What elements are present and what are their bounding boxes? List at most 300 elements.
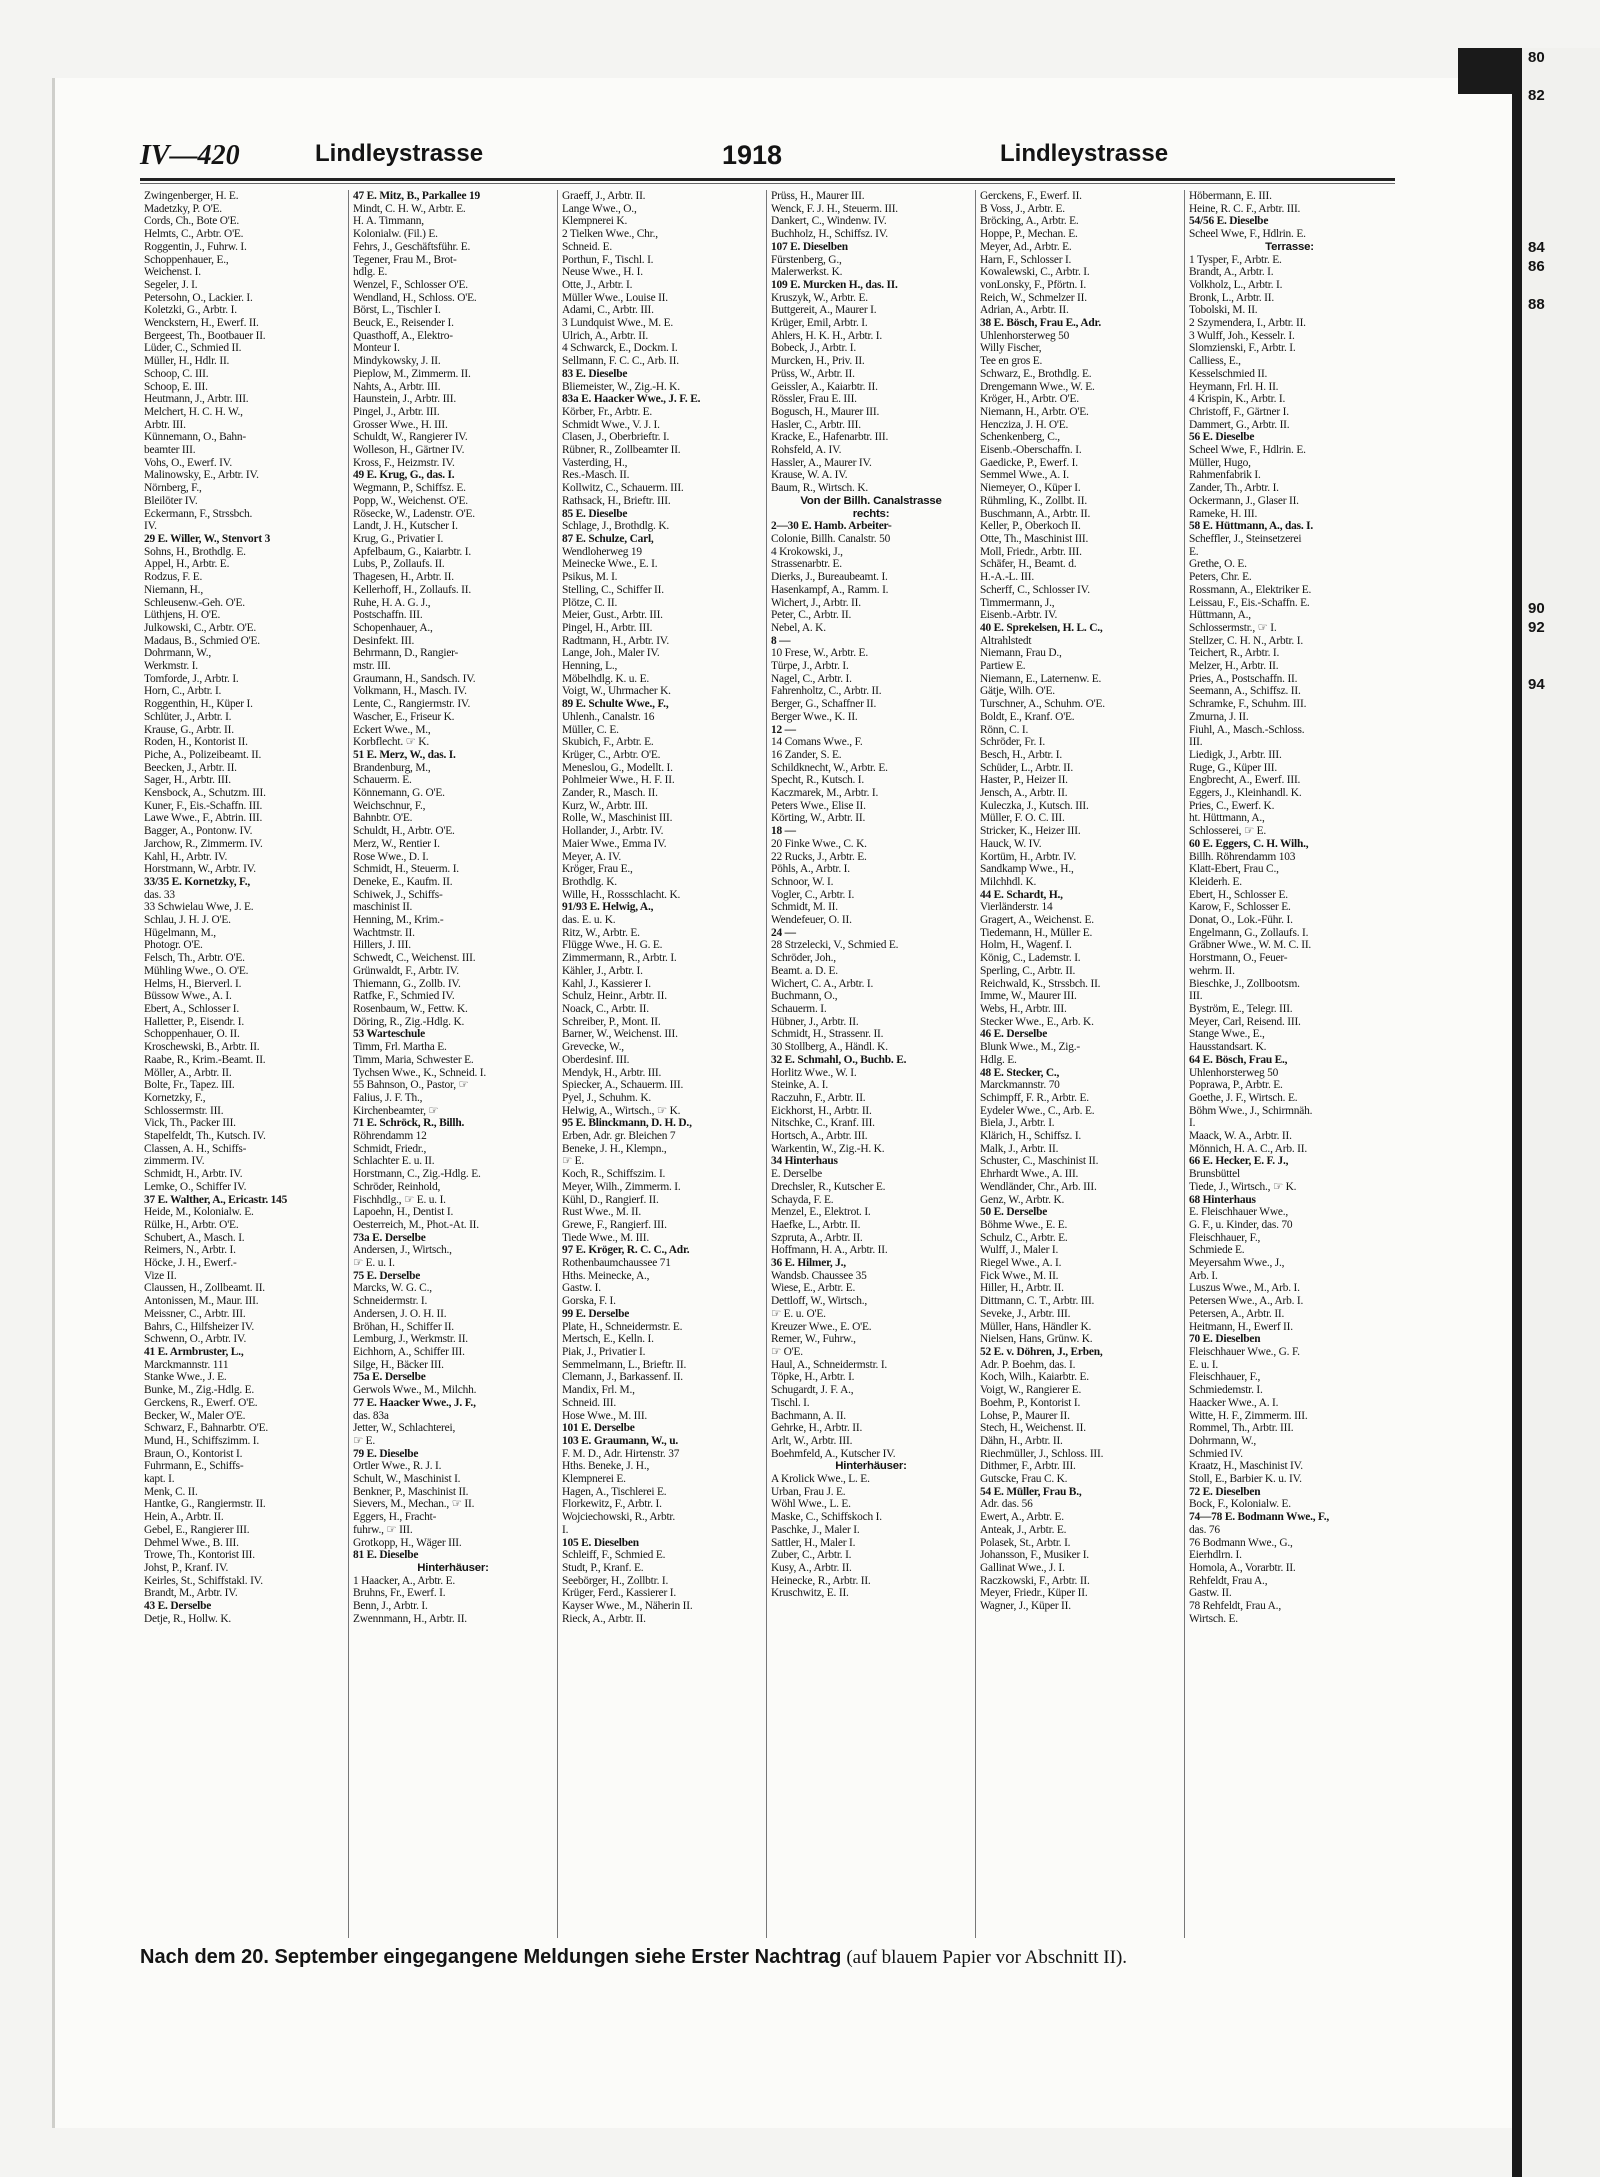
directory-entry: Höbermann, E. III. xyxy=(1189,190,1272,202)
directory-entry: Tegener, Frau M., Brot- xyxy=(353,253,457,266)
directory-entry: 50 E. Derselbe xyxy=(980,1206,1048,1219)
directory-entry: Prüss, W., Arbtr. II. xyxy=(771,367,855,380)
directory-entry: Ortler Wwe., R. J. I. xyxy=(353,1460,442,1473)
directory-entry: Krüger, Emil, Arbtr. I. xyxy=(771,317,868,330)
directory-entry: Fürstenberg, G., xyxy=(771,253,842,266)
directory-entry: Riegel Wwe., A. I. xyxy=(980,1257,1062,1270)
directory-entry: Rühmling, K., Zollbt. II. xyxy=(980,494,1088,507)
directory-entry: Berger, G., Schaffner II. xyxy=(771,698,877,711)
directory-entry: 99 E. Derselbe xyxy=(562,1307,630,1320)
directory-entry: Kröger, Frau E., xyxy=(562,863,633,876)
adjacent-page-house-number xyxy=(1522,181,1600,200)
directory-entry: I. xyxy=(562,1523,569,1536)
column-4 xyxy=(767,190,976,1938)
directory-entry: Brandenburg, M., xyxy=(353,761,431,774)
directory-entry: Horn, C., Arbtr. I. xyxy=(144,685,222,698)
directory-entry: Röhrendamm 12 xyxy=(353,1130,427,1143)
directory-entry: Schopenhauer, A., xyxy=(353,621,433,634)
directory-entry: 30 Stollberg, A., Händl. K. xyxy=(771,1041,888,1054)
directory-entry: Warkentin, W., Zig.-H. K. xyxy=(771,1142,885,1155)
directory-entry: Börst, L., Tischler I. xyxy=(353,304,441,317)
directory-entry: Petersen, A., Arbtr. II. xyxy=(1189,1307,1285,1320)
directory-entry: Eggers, J., Kleinhandl. K. xyxy=(1189,787,1302,800)
directory-entry: Meier, Gust., Arbtr. III. xyxy=(562,609,663,622)
directory-entry: Apfelbaum, G., Kaiarbtr. I. xyxy=(353,545,471,558)
adjacent-page-house-number xyxy=(1522,314,1600,333)
directory-entry: Oberdesinf. III. xyxy=(562,1053,630,1066)
directory-entry: Meyer, Wilh., Zimmerm. I. xyxy=(562,1180,681,1193)
adjacent-page-house-number xyxy=(1522,504,1600,523)
directory-entry: Plötze, C. II. xyxy=(562,596,618,609)
directory-entry: Kensbock, A., Schutzm. III. xyxy=(144,787,266,800)
directory-entry: Hassler, A., Maurer IV. xyxy=(771,456,872,469)
directory-entry: Res.-Masch. II. xyxy=(562,469,630,482)
directory-entry: 36 E. Hilmer, J., xyxy=(771,1257,846,1270)
directory-entry: Tiede, J., Wirtsch., ☞ K. xyxy=(1189,1180,1297,1193)
directory-entry: Schmidt, H., Arbtr. IV. xyxy=(144,1168,243,1181)
directory-entry: Riechmüller, J., Schloss. III. xyxy=(980,1447,1104,1460)
directory-entry: Paschke, J., Maler I. xyxy=(771,1523,860,1536)
directory-entry: Nielsen, Hans, Grünw. K. xyxy=(980,1333,1093,1346)
directory-entry: Wendländer, Chr., Arb. III. xyxy=(980,1180,1097,1193)
directory-entry: Volkmann, H., Masch. IV. xyxy=(353,685,467,698)
directory-entry: Schuster, C., Maschinist II. xyxy=(980,1155,1099,1168)
directory-entry: Horlitz Wwe., W. I. xyxy=(771,1066,857,1079)
directory-entry: Madaus, B., Schmied O'E. xyxy=(144,634,260,647)
directory-entry: Gebel, E., Rangierer III. xyxy=(144,1523,250,1536)
directory-entry: Roggenthin, H., Küper I. xyxy=(144,698,253,711)
directory-entry: 4 Schwarck, E., Dockm. I. xyxy=(562,342,678,355)
directory-entry: 70 E. Dieselben xyxy=(1189,1333,1261,1346)
directory-entry: Haefke, L., Arbtr. II. xyxy=(771,1218,861,1231)
directory-entry: Raabe, R., Krim.-Beamt. II. xyxy=(144,1053,266,1066)
directory-entry: Strassenarbtr. E. xyxy=(771,558,842,571)
directory-entry: Meyer, Carl, Reisend. III. xyxy=(1189,1015,1301,1028)
directory-entry: Dankert, C., Windenw. IV. xyxy=(771,215,887,228)
directory-entry: Genz, W., Arbtr. K. xyxy=(980,1193,1065,1206)
directory-entry: Krüger, C., Arbtr. O'E. xyxy=(562,748,661,761)
directory-entry: Hoffmann, H. A., Arbtr. II. xyxy=(771,1244,888,1257)
directory-entry: Prüss, H., Maurer III. xyxy=(771,190,865,202)
directory-entry: Schoop, C. III. xyxy=(144,367,209,380)
directory-entry: Meyer, Friedr., Küper II. xyxy=(980,1587,1088,1600)
directory-entry: Eggers, H., Fracht- xyxy=(353,1511,437,1524)
directory-entry: Meyer, A. IV. xyxy=(562,850,622,863)
directory-entry: Ritz, W., Arbtr. E. xyxy=(562,926,640,939)
directory-entry: Helwig, A., Wirtsch., ☞ K. xyxy=(562,1104,681,1117)
directory-entry: Hillers, J. III. xyxy=(353,939,411,952)
directory-entry: Blunk Wwe., M., Zig.- xyxy=(980,1041,1080,1054)
directory-entry: Schubert, A., Masch. I. xyxy=(144,1231,245,1244)
directory-entry: Meneslou, G., Modellt. I. xyxy=(562,761,673,774)
directory-entry: Sattler, H., Maler I. xyxy=(771,1536,856,1549)
directory-entry: Wenzel, F., Schlosser O'E. xyxy=(353,278,468,291)
directory-entry: Gastw. II. xyxy=(1189,1587,1232,1600)
directory-entry: 71 E. Schröck, R., Billh. xyxy=(353,1117,465,1130)
adjacent-page-house-number: 94 xyxy=(1528,676,1545,693)
directory-entry: 8 — xyxy=(771,634,791,647)
directory-entry: Zmurna, J. II. xyxy=(1189,710,1249,723)
directory-entry: Sohns, H., Brothdlg. E. xyxy=(144,545,246,558)
directory-entry: ☞ E. xyxy=(353,1434,376,1447)
adjacent-page-house-number xyxy=(1522,105,1600,124)
directory-entry: Oesterreich, M., Phot.-At. II. xyxy=(353,1218,479,1231)
directory-entry: 73a E. Derselbe xyxy=(353,1231,426,1244)
directory-entry: Klempnerei E. xyxy=(562,1473,626,1486)
directory-entry: Scherff, C., Schlosser IV. xyxy=(980,583,1090,596)
directory-entry: 43 E. Derselbe xyxy=(144,1600,212,1613)
directory-entry: Stanke Wwe., J. E. xyxy=(144,1371,227,1384)
directory-entry: Meyersahm Wwe., J., xyxy=(1189,1257,1285,1270)
directory-entry: 76 Bodmann Wwe., G., xyxy=(1189,1536,1293,1549)
adjacent-page-house-number: 88 xyxy=(1528,296,1545,313)
directory-entry: Uhlenhorsterweg 50 xyxy=(980,329,1070,342)
directory-entry: Haacker Wwe., A. I. xyxy=(1189,1396,1279,1409)
directory-entry: Heitmann, H., Ewerf II. xyxy=(1189,1320,1293,1333)
directory-entry: Bröcking, A., Arbtr. E. xyxy=(980,215,1079,228)
directory-entry: 14 Comans Wwe., F. xyxy=(771,736,863,749)
directory-entry: Bleilöter IV. xyxy=(144,494,198,507)
directory-entry: Krug, G., Privatier I. xyxy=(353,532,444,545)
directory-entry: Kruszyk, W., Arbtr. E. xyxy=(771,291,868,304)
directory-entry: Voigt, W., Uhrmacher K. xyxy=(562,685,671,698)
directory-entry: Kracke, E., Hafenarbtr. III. xyxy=(771,431,889,444)
directory-entry: Bahnbtr. O'E. xyxy=(353,812,413,825)
directory-entry: Peter, C., Arbtr. II. xyxy=(771,609,852,622)
adjacent-page-stub xyxy=(1512,48,1600,2177)
directory-entry: Lange Wwe., O., xyxy=(562,202,637,215)
directory-entry: Schlüter, J., Arbtr. I. xyxy=(144,710,232,723)
directory-entry: Gorska, F. I. xyxy=(562,1295,616,1308)
directory-entry: ☞ E. xyxy=(562,1155,585,1168)
directory-entry: Mendyk, H., Arbtr. III. xyxy=(562,1066,662,1079)
page-number: IV—420 xyxy=(140,140,240,171)
adjacent-page-house-number xyxy=(1522,637,1600,656)
directory-entry: 16 Zander, S. E. xyxy=(771,748,842,761)
directory-entry: Brandt, M., Arbtr. IV. xyxy=(144,1587,238,1600)
directory-entry: III. xyxy=(1189,990,1203,1003)
directory-entry: Bachmann, A. II. xyxy=(771,1409,846,1422)
directory-entry: Turschner, A., Schuhm. O'E. xyxy=(980,698,1105,711)
directory-entry: Brothdlg. K. xyxy=(562,875,617,888)
directory-entry: Clemann, J., Barkassenf. II. xyxy=(562,1371,683,1384)
directory-entry: Schmiede E. xyxy=(1189,1244,1245,1257)
directory-entry: 83a E. Haacker Wwe., J. F. E. xyxy=(562,393,701,406)
directory-entry: I. xyxy=(1189,1117,1196,1130)
directory-entry: Marcks, W. G. C., xyxy=(353,1282,432,1295)
directory-entry: Schoppenhauer, E., xyxy=(144,253,229,266)
directory-entry: Jetter, W., Schlachterei, xyxy=(353,1422,456,1435)
directory-entry: Mandix, Frl. M., xyxy=(562,1384,635,1397)
directory-entry: Ewert, A., Arbtr. E. xyxy=(980,1511,1064,1524)
directory-entry: Moll, Friedr., Arbtr. III. xyxy=(980,545,1082,558)
directory-entry: 38 E. Bösch, Frau E., Adr. xyxy=(980,317,1101,330)
directory-entry: Eydeler Wwe., C., Arb. E. xyxy=(980,1104,1095,1117)
directory-entry: Desinfekt. III. xyxy=(353,634,415,647)
directory-entry: Wolleson, H., Gärtner IV. xyxy=(353,444,465,457)
directory-entry: Wendland, H., Schloss. O'E. xyxy=(353,291,477,304)
directory-entry: zimmerm. IV. xyxy=(144,1155,205,1168)
directory-entry: Dammert, G., Arbtr. II. xyxy=(1189,418,1290,431)
directory-entry: 41 E. Armbruster, L., xyxy=(144,1345,244,1358)
adjacent-page-house-number: 86 xyxy=(1528,258,1545,275)
directory-entry: maschinist II. xyxy=(353,901,413,914)
directory-entry: Boehm, P., Kontorist I. xyxy=(980,1396,1081,1409)
directory-entry: 37 E. Walther, A., Ericastr. 145 xyxy=(144,1193,288,1206)
directory-entry: Pöhls, A., Arbtr. I. xyxy=(771,863,850,876)
directory-entry: Nagel, C., Arbtr. I. xyxy=(771,672,852,685)
adjacent-page-house-number xyxy=(1522,485,1600,504)
directory-entry: Postschaffn. III. xyxy=(353,609,423,622)
directory-entry: Julkowski, C., Arbtr. O'E. xyxy=(144,621,257,634)
directory-entry: Rahmenfabrik I. xyxy=(1189,469,1261,482)
directory-entry: Szpruta, A., Arbtr. II. xyxy=(771,1231,863,1244)
directory-entry: Müller, C. E. xyxy=(562,723,619,736)
directory-entry: Klärich, H., Schiffsz. I. xyxy=(980,1130,1082,1143)
directory-entry: Stange Wwe., E., xyxy=(1189,1028,1265,1041)
directory-entry: Möbelhdlg. K. u. E. xyxy=(562,672,650,685)
street-title-right: Lindleystrasse xyxy=(1000,140,1169,167)
directory-entry: Buchholz, H., Schiffsz. IV. xyxy=(771,228,888,241)
directory-entry: Leissau, F., Eis.-Schaffn. E. xyxy=(1189,596,1310,609)
directory-entry: Teichert, R., Arbtr. I. xyxy=(1189,647,1280,660)
directory-entry: Schuldt, H., Arbtr. O'E. xyxy=(353,825,455,838)
directory-entry: Christoff, F., Gärtner I. xyxy=(1189,405,1289,418)
directory-entry: Mund, H., Schiffszimm. I. xyxy=(144,1434,260,1447)
directory-entry: Horstmann, C., Zig.-Hdlg. E. xyxy=(353,1168,481,1181)
directory-entry: E. Fleischhauer Wwe., xyxy=(1189,1206,1289,1219)
directory-entry: E. u. I. xyxy=(1189,1358,1219,1371)
directory-entry: 51 E. Merz, W., das. I. xyxy=(353,748,456,761)
directory-entry: Weichschnur, F., xyxy=(353,799,426,812)
directory-entry: 74—78 E. Bodmann Wwe., F., xyxy=(1189,1511,1330,1524)
directory-entry: Beneke, J. H., Klempn., xyxy=(562,1142,667,1155)
directory-entry: Billh. Röhrendamm 103 xyxy=(1189,850,1296,863)
directory-entry: Vierländerstr. 14 xyxy=(980,901,1053,914)
directory-entry: Fuhrmann, E., Schiffs- xyxy=(144,1460,244,1473)
directory-entry: 3 Wulff, Joh., Kesselr. I. xyxy=(1189,329,1295,342)
directory-entry: 68 Hinterhaus xyxy=(1189,1193,1256,1206)
directory-entry: Von der Billh. Canalstrasse xyxy=(800,494,942,507)
directory-entry: Wöhl Wwe., L. E. xyxy=(771,1498,851,1511)
directory-entry: Graumann, H., Sandsch. IV. xyxy=(353,672,476,685)
directory-entry: Kuner, F., Eis.-Schaffn. III. xyxy=(144,799,263,812)
directory-entry: Rieck, A., Arbtr. II. xyxy=(562,1612,646,1625)
directory-entry: 3 Lundquist Wwe., M. E. xyxy=(562,317,673,330)
directory-entry: Kahl, H., Arbtr. IV. xyxy=(144,850,228,863)
directory-entry: Eierhdlrn. I. xyxy=(1189,1549,1242,1562)
directory-entry: Hencziza, J. H. O'E. xyxy=(980,418,1069,431)
directory-entry: Pries, A., Postschaffn. II. xyxy=(1189,672,1298,685)
directory-entry: Eisenb.-Oberschaffn. I. xyxy=(980,444,1082,457)
directory-entry: Thagesen, H., Arbtr. II. xyxy=(353,571,454,584)
footer-notice-text: Nach dem 20. September eingegangene Meldungen siehe Erster Nachtrag xyxy=(140,1946,842,1968)
directory-entry: Fehrs, J., Geschäftsführ. E. xyxy=(353,240,471,253)
directory-entry: Uhlenh., Canalstr. 16 xyxy=(562,710,655,723)
directory-entry: Niemeyer, O., Küper I. xyxy=(980,482,1081,495)
directory-entry: Bolte, Fr., Tapez. III. xyxy=(144,1079,235,1092)
directory-entry: Baum, R., Wirtsch. K. xyxy=(771,482,869,495)
directory-entry: 32 E. Schmahl, O., Buchb. E. xyxy=(771,1053,907,1066)
adjacent-page-house-number: 82 xyxy=(1528,87,1545,104)
directory-entry: Krüger, Ferd., Kassierer I. xyxy=(562,1587,677,1600)
directory-entry: mstr. III. xyxy=(353,660,391,673)
directory-entry: Piche, A., Polizeibeamt. II. xyxy=(144,748,262,761)
directory-entry: Fischhdlg., ☞ E. u. I. xyxy=(353,1193,446,1206)
directory-entry: Goethe, J. F., Wirtsch. E. xyxy=(1189,1091,1298,1104)
directory-entry: Zander, Th., Arbtr. I. xyxy=(1189,482,1279,495)
directory-entry: Seebörger, H., Zollbtr. I. xyxy=(562,1574,669,1587)
directory-entry: Sandkamp Wwe., H., xyxy=(980,863,1074,876)
directory-entry: Haul, A., Schneidermstr. I. xyxy=(771,1358,888,1371)
directory-entry: Dettloff, W., Wirtsch., xyxy=(771,1295,868,1308)
directory-entry: Beuck, E., Reisender I. xyxy=(353,317,454,330)
directory-entry: Stoll, E., Barbier K. u. IV. xyxy=(1189,1473,1302,1486)
directory-entry: Kusy, A., Arbtr. II. xyxy=(771,1561,852,1574)
directory-entry: Fleischhauer, F., xyxy=(1189,1371,1261,1384)
directory-entry: Holm, H., Wagenf. I. xyxy=(980,939,1072,952)
directory-entry: Niemann, Frau D., xyxy=(980,647,1062,660)
directory-entry: Timmermann, J., xyxy=(980,596,1055,609)
directory-entry: Mindykowsky, J. II. xyxy=(353,355,441,368)
directory-entry: Nebel, A. K. xyxy=(771,621,826,634)
directory-entry: Kowalewski, C., Arbtr. I. xyxy=(980,266,1090,279)
directory-columns xyxy=(140,190,1395,1938)
directory-entry: Reichwald, K., Strssbch. II. xyxy=(980,977,1101,990)
column-1 xyxy=(140,190,349,1938)
directory-entry: Rössler, Frau E. III. xyxy=(771,393,857,406)
directory-entry: Schramke, F., Schuhm. III. xyxy=(1189,698,1307,711)
directory-entry: Kortüm, H., Arbtr. IV. xyxy=(980,850,1077,863)
directory-entry: Slomzienski, F., Arbtr. I. xyxy=(1189,342,1296,355)
directory-entry: Trowe, Th., Kontorist III. xyxy=(144,1549,255,1562)
directory-entry: 75 E. Derselbe xyxy=(353,1269,421,1282)
directory-entry: Vick, Th., Packer III. xyxy=(144,1117,236,1130)
directory-entry: Rossmann, A., Elektriker E. xyxy=(1189,583,1312,596)
directory-entry: Hollander, J., Arbtr. IV. xyxy=(562,825,664,838)
directory-entry: Pingel, H., Arbtr. III. xyxy=(562,621,653,634)
adjacent-page-house-number xyxy=(1522,124,1600,143)
directory-entry: Schleusenw.-Geh. O'E. xyxy=(144,596,245,609)
directory-entry: König, C., Lademstr. I. xyxy=(980,952,1081,965)
directory-entry: Reich, W., Schmelzer II. xyxy=(980,291,1087,304)
directory-entry: Vogler, C., Arbtr. I. xyxy=(771,888,855,901)
directory-entry: Radtmann, H., Arbtr. IV. xyxy=(562,634,669,647)
directory-entry: Hausstandsart. K. xyxy=(1189,1041,1267,1054)
directory-entry: 40 E. Sprekelsen, H. L. C., xyxy=(980,621,1103,634)
directory-entry: Meyer, Ad., Arbtr. E. xyxy=(980,240,1072,253)
directory-entry: Buchmann, O., xyxy=(771,990,838,1003)
directory-entry: Schröder, Fr. I. xyxy=(980,736,1045,749)
directory-entry: 81 E. Dieselbe xyxy=(353,1549,419,1562)
directory-entry: Werkmstr. I. xyxy=(144,660,198,673)
directory-entry: Schleiff, F., Schmied E. xyxy=(562,1549,666,1562)
directory-entry: Porthun, F., Tischl. I. xyxy=(562,253,654,266)
directory-entry: Klempnerei K. xyxy=(562,215,628,228)
directory-entry: Arlt, W., Arbtr. III. xyxy=(771,1434,853,1447)
directory-entry: rechts: xyxy=(852,507,890,520)
directory-entry: Donat, O., Lok.-Führ. I. xyxy=(1189,914,1293,927)
column-5 xyxy=(976,190,1185,1938)
directory-entry: Adami, C., Arbtr. III. xyxy=(562,304,654,317)
directory-entry: Hdlg. E. xyxy=(980,1053,1017,1066)
directory-entry: Heutmann, J., Arbtr. III. xyxy=(144,393,249,406)
directory-entry: III. xyxy=(1189,736,1203,749)
directory-entry: Ebert, A., Schlosser I. xyxy=(144,1003,240,1015)
directory-entry: Schneidermstr. I. xyxy=(353,1295,428,1308)
directory-entry: Lente, C., Rangiermstr. IV. xyxy=(353,698,471,711)
directory-entry: Benn, J., Arbtr. I. xyxy=(353,1600,428,1613)
directory-entry: 109 E. Murcken H., das. II. xyxy=(771,278,898,291)
directory-entry: G. F., u. Kinder, das. 70 xyxy=(1189,1218,1293,1231)
directory-entry: Hantke, G., Rangiermstr. II. xyxy=(144,1498,266,1511)
directory-entry: 49 E. Krug, G., das. I. xyxy=(353,469,455,482)
directory-entry: Gehrke, H., Arbtr. II. xyxy=(771,1422,863,1435)
directory-entry: Biela, J., Arbtr. I. xyxy=(980,1117,1055,1130)
directory-entry: Schmiedemstr. I. xyxy=(1189,1384,1263,1397)
directory-entry: Stapelfeldt, Th., Kutsch. IV. xyxy=(144,1130,266,1143)
directory-entry: Hths. Beneke, J. H., xyxy=(562,1460,650,1473)
adjacent-page-house-number: 80 xyxy=(1528,49,1545,66)
directory-entry: das. 33 xyxy=(144,888,175,901)
directory-entry: Schiwek, J., Schiffs- xyxy=(353,888,443,901)
directory-entry: Peters Wwe., Elise II. xyxy=(771,799,866,812)
directory-entry: ☞ E. u. O'E. xyxy=(771,1307,826,1320)
directory-entry: 91/93 E. Helwig, A., xyxy=(562,901,654,914)
directory-entry: Deneke, E., Kaufm. II. xyxy=(353,875,453,888)
adjacent-page-house-number xyxy=(1522,390,1600,409)
adjacent-page-house-number: 84 xyxy=(1528,239,1545,256)
directory-entry: H.-A.-L. III. xyxy=(980,571,1035,584)
directory-entry: Buttgereit, A., Maurer I. xyxy=(771,304,877,317)
directory-entry: Gaedicke, P., Ewerf. I. xyxy=(980,456,1078,469)
directory-entry: Gallinat Wwe., J. I. xyxy=(980,1561,1065,1574)
directory-entry: Popp, W., Weichenst. O'E. xyxy=(353,494,468,507)
directory-entry: Schlau, J. H. J. O'E. xyxy=(144,914,231,927)
directory-entry: Scheffler, J., Steinsetzerei xyxy=(1189,532,1302,545)
directory-entry: Heide, M., Kolonialw. E. xyxy=(144,1206,254,1219)
adjacent-page-house-number xyxy=(1522,333,1600,352)
directory-entry: Lohse, P., Maurer II. xyxy=(980,1409,1070,1422)
directory-entry: Brandt, A., Arbtr. I. xyxy=(1189,266,1274,279)
directory-entry: Marckmannstr. 111 xyxy=(144,1358,229,1371)
directory-entry: Nitschke, C., Kranf. III. xyxy=(771,1117,875,1130)
directory-entry: Wirtsch. E. xyxy=(1189,1612,1238,1625)
directory-entry: Roggentin, J., Fuhrw. I. xyxy=(144,240,247,253)
directory-entry: Weichenst. I. xyxy=(144,266,201,279)
directory-entry: Studt, P., Kranf. E. xyxy=(562,1561,644,1574)
directory-entry: Schildknecht, W., Arbtr. E. xyxy=(771,761,888,774)
directory-entry: Lawe Wwe., F., Abtrin. III. xyxy=(144,812,263,825)
directory-entry: Kähler, J., Arbtr. I. xyxy=(562,964,643,977)
directory-entry: 97 E. Kröger, R. C. C., Adr. xyxy=(562,1244,690,1257)
directory-entry: Tischl. I. xyxy=(771,1396,810,1409)
adjacent-page-house-number xyxy=(1522,219,1600,238)
directory-entry: Schröder, Joh., xyxy=(771,952,836,965)
directory-entry: Felsch, Th., Arbtr. O'E. xyxy=(144,952,245,965)
directory-entry: Schayda, F. E. xyxy=(771,1193,834,1206)
directory-entry: Seveke, J., Arbtr. III. xyxy=(980,1307,1071,1320)
directory-entry: Rehfeldt, Frau A., xyxy=(1189,1574,1268,1587)
directory-entry: Byström, E., Telegr. III. xyxy=(1189,1003,1293,1015)
directory-entry: Polasek, St., Arbtr. I. xyxy=(980,1536,1071,1549)
directory-entry: Sievers, M., Mechan., ☞ II. xyxy=(353,1498,475,1511)
directory-entry: Heinecke, R., Arbtr. II. xyxy=(771,1574,871,1587)
directory-entry: Hein, A., Arbtr. II. xyxy=(144,1511,224,1524)
directory-entry: Sager, H., Arbtr. III. xyxy=(144,774,231,787)
directory-entry: Schoppenhauer, O. II. xyxy=(144,1028,240,1041)
directory-entry: Kirchenbeamter, ☞ xyxy=(353,1104,439,1117)
